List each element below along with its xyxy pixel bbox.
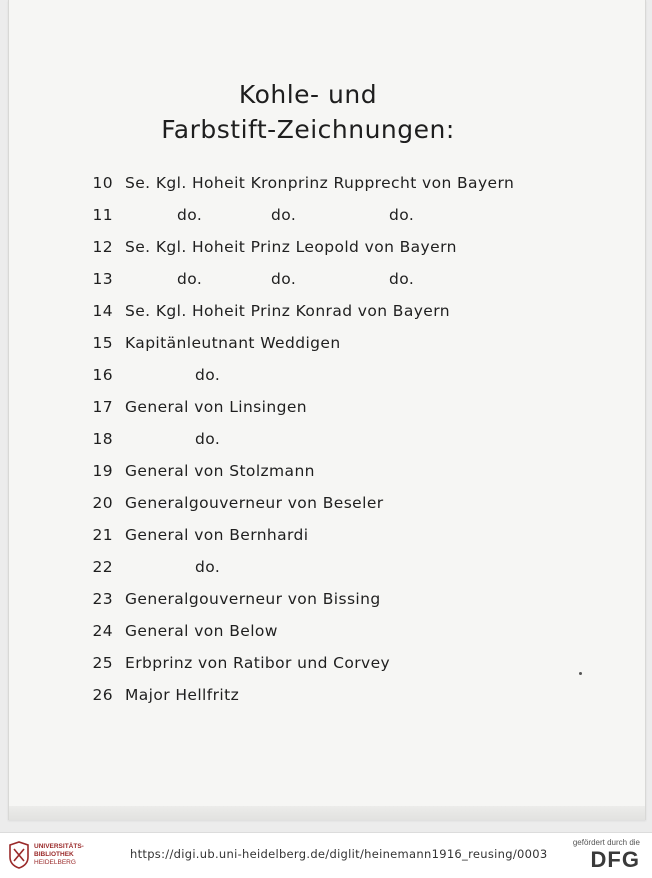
entry-title: Se. Kgl. Hoheit Prinz Leopold von Bayern [125, 238, 457, 256]
ditto-mark: do. [389, 270, 415, 288]
ditto-mark: do. [195, 430, 221, 448]
dfg-logo: DFG [590, 847, 640, 872]
entry-title: Generalgouverneur von Bissing [125, 590, 381, 608]
university-library-logo-icon [8, 841, 30, 869]
document-title-line-2: Farbstift-Zeichnungen: [161, 115, 455, 144]
library-name [34, 843, 84, 867]
ditto-mark: do. [177, 270, 203, 288]
entry-title: General von Stolzmann [125, 462, 315, 480]
list-item [9, 174, 609, 196]
permalink-url[interactable]: https://digi.ub.uni-heidelberg.de/diglit/heinemann1916_reusing/0003 [130, 847, 548, 861]
entry-number: 10 [92, 174, 113, 192]
list-item [9, 398, 609, 420]
entry-title: Major Hellfritz [125, 686, 240, 704]
entry-number: 12 [92, 238, 113, 256]
list-item [9, 206, 609, 228]
ditto-mark: do. [271, 270, 297, 288]
entry-number: 16 [92, 366, 113, 384]
ditto-mark: do. [195, 366, 221, 384]
library-name-line-1: UNIVERSITÄTS- [34, 843, 84, 850]
entry-title: Erbprinz von Ratibor und Corvey [125, 654, 391, 672]
entry-number: 22 [92, 558, 113, 576]
ditto-mark: do. [389, 206, 415, 224]
entry-number: 24 [92, 622, 113, 640]
page-edge [9, 806, 645, 820]
list-item [9, 686, 609, 708]
entry-number: 14 [92, 302, 113, 320]
entry-number: 25 [92, 654, 113, 672]
list-item [9, 334, 609, 356]
entry-number: 11 [92, 206, 113, 224]
list-item [9, 558, 609, 580]
entry-title: General von Below [125, 622, 278, 640]
list-item [9, 494, 609, 516]
funding-caption: gefördert durch die [572, 838, 640, 847]
paper-speck [579, 672, 582, 675]
entry-title: Se. Kgl. Hoheit Kronprinz Rupprecht von Bayern [125, 174, 515, 192]
ditto-mark: do. [177, 206, 203, 224]
entry-number: 19 [92, 462, 113, 480]
document-title-line-1: Kohle- und [238, 80, 378, 109]
list-item [9, 526, 609, 548]
entry-number: 21 [92, 526, 113, 544]
ditto-mark: do. [195, 558, 221, 576]
entry-title: Kapitänleutnant Weddigen [125, 334, 341, 352]
entry-number: 20 [92, 494, 113, 512]
entry-title: General von Bernhardi [125, 526, 309, 544]
list-item [9, 238, 609, 260]
ditto-mark: do. [271, 206, 297, 224]
entry-number: 15 [92, 334, 113, 352]
entry-number: 18 [92, 430, 113, 448]
entry-title: General von Linsingen [125, 398, 307, 416]
list-item [9, 590, 609, 612]
list-item [9, 270, 609, 292]
entry-number: 13 [92, 270, 113, 288]
list-item [9, 462, 609, 484]
list-item [9, 430, 609, 452]
list-item [9, 366, 609, 388]
entry-number: 26 [92, 686, 113, 704]
library-name-line-3: HEIDELBERG [34, 859, 76, 866]
entry-title: Generalgouverneur von Beseler [125, 494, 384, 512]
entry-number: 23 [92, 590, 113, 608]
entry-number: 17 [92, 398, 113, 416]
viewer-footer [0, 832, 652, 878]
entry-title: Se. Kgl. Hoheit Prinz Konrad von Bayern [125, 302, 450, 320]
list-item [9, 302, 609, 324]
list-item [9, 622, 609, 644]
library-name-line-2: BIBLIOTHEK [34, 851, 74, 858]
document-page [8, 0, 646, 820]
list-item [9, 654, 609, 676]
